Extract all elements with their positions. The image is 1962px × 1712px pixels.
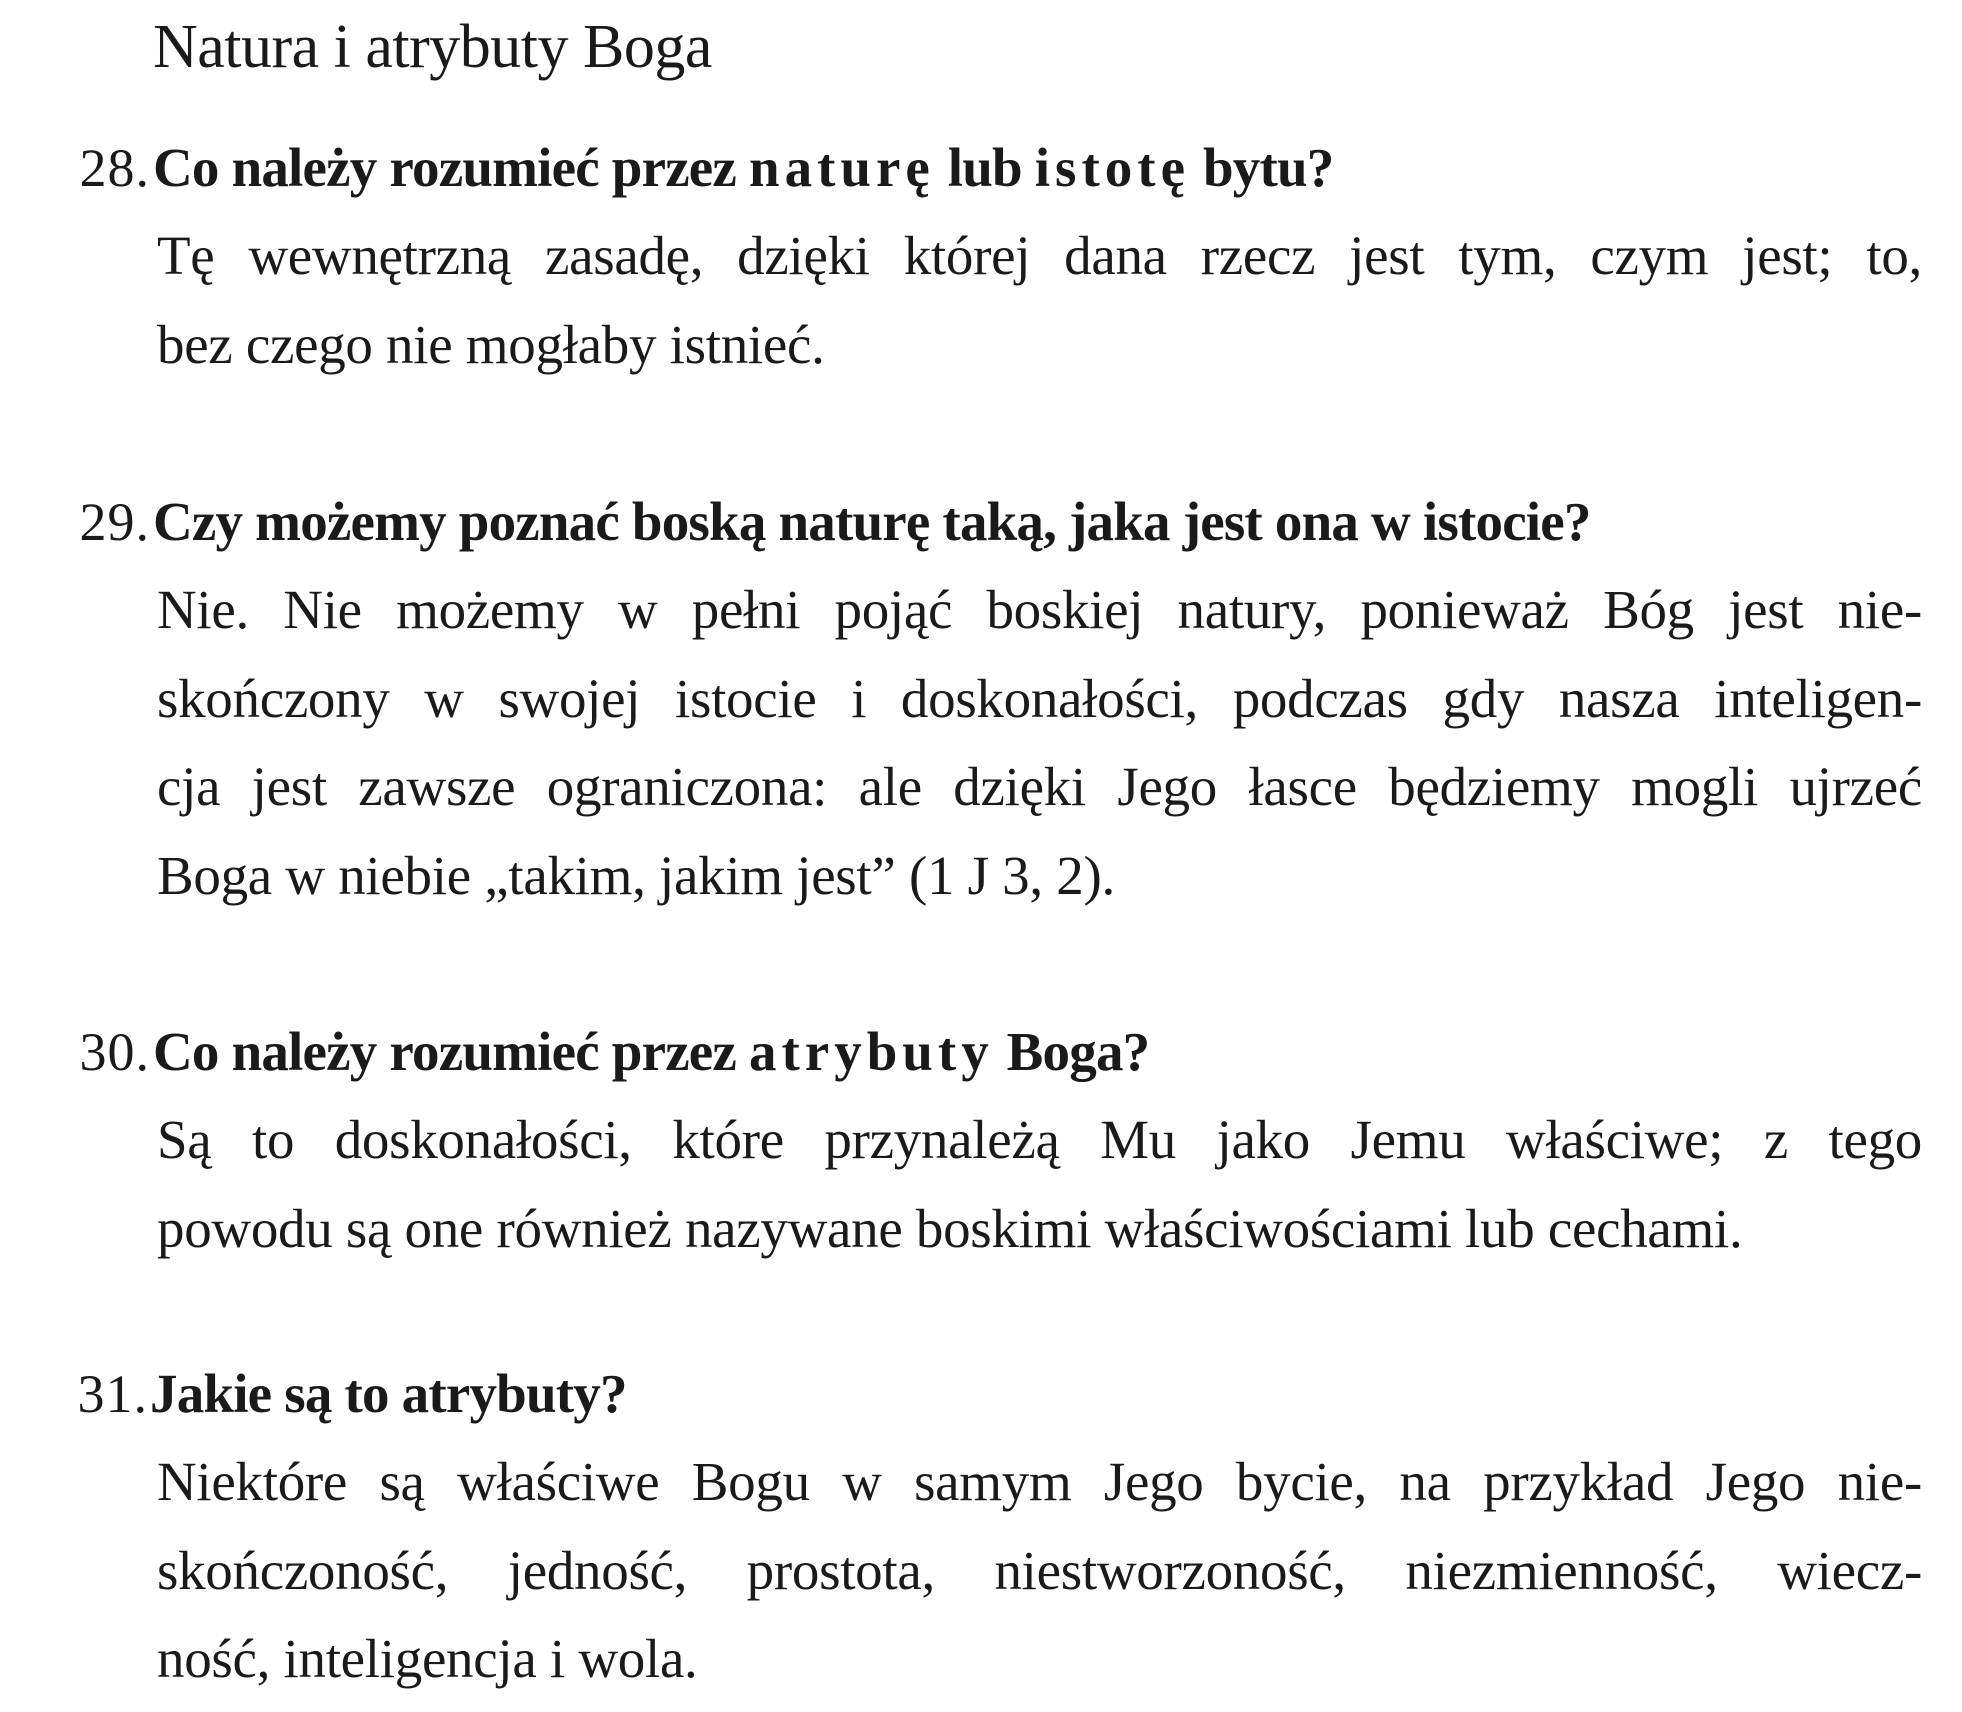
- question-text: Co należy rozumieć przez naturę lub istotę bytu?: [153, 137, 1334, 198]
- question-number: 30.: [79, 1022, 150, 1082]
- question-text: Czy możemy poznać boską naturę taką, jaka jest ona w istocie?: [153, 491, 1591, 552]
- question-text: Co należy rozumieć przez atrybuty Boga?: [153, 1021, 1150, 1082]
- answer-text: Tę wewnętrzną zasadę, dzięki której dana rzecz jest tym, czym jest; to, bez czego nie mogłaby istnieć.: [157, 225, 1922, 375]
- emphasized-term: naturę: [748, 137, 935, 198]
- answer-text: Niektóre są właściwe Bogu w samym Jego bycie, na przykład Jego nie- skończoność, jedność, prostota, niestworzoność, niezmienność, wiecz- ność, inteligencja i wola.: [157, 1451, 1922, 1689]
- emphasized-term: atrybuty: [748, 1021, 994, 1082]
- question-text: Jakie są to atrybuty?: [150, 1363, 627, 1424]
- emphasized-term: istotę: [1034, 137, 1191, 198]
- answer-text: Nie. Nie możemy w pełni pojąć boskiej natury, ponieważ Bóg jest nie- skończony w swojej istocie i doskonałości, podczas gdy nasza inteligen- cja jest zawsze ograniczona: ale dzięki Jego łasce będziemy mogli ujrzeć Boga w niebie „takim, jakim jest” (1 J 3, 2).: [157, 579, 1922, 906]
- question-number: 29.: [79, 492, 150, 552]
- page-title: Natura i atrybuty Boga: [153, 13, 712, 81]
- answer-text: Są to doskonałości, które przynależą Mu jako Jemu właściwe; z tego powodu są one również nazywane boskimi właściwościami lub cechami.: [157, 1109, 1922, 1259]
- question-number: 31.: [77, 1364, 148, 1424]
- question-number: 28.: [79, 138, 150, 198]
